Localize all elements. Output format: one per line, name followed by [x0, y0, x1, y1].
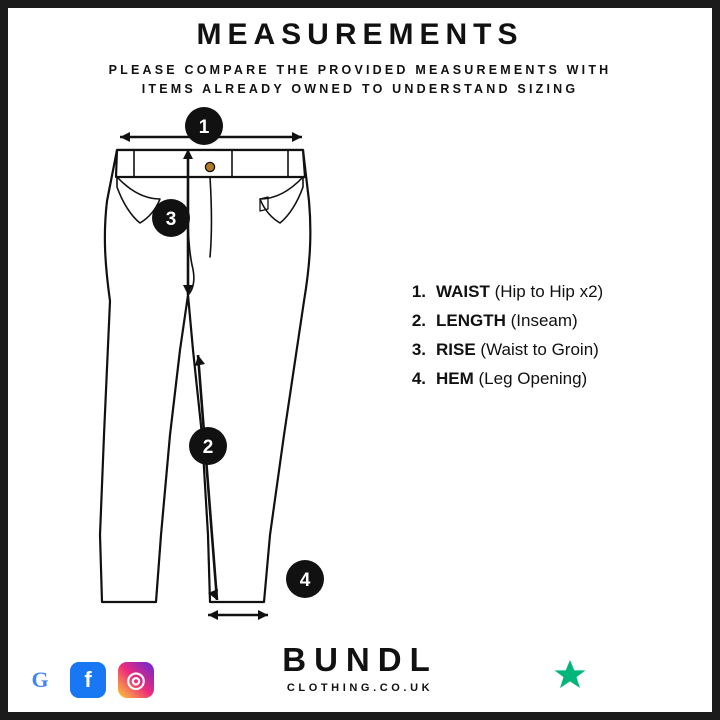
- social-links: [22, 662, 154, 698]
- frame-border-top: [0, 0, 720, 8]
- legend-number-2: 2.: [411, 311, 426, 330]
- brand-name: BUNDL: [282, 641, 438, 678]
- frame-border-bottom: [0, 712, 720, 720]
- legend-item-length: [398, 311, 698, 331]
- marker-waist: [185, 107, 223, 145]
- marker-label-1: 1: [198, 117, 210, 138]
- marker-label-3: 3: [165, 209, 177, 230]
- legend-detail-3: (Waist to Groin): [480, 340, 599, 359]
- marker-label-4: 4: [299, 570, 311, 591]
- legend-name-4: HEM: [436, 369, 474, 388]
- legend-item-hem: [398, 369, 698, 389]
- page-title: MEASUREMENTS: [196, 18, 524, 51]
- legend-name-2: LENGTH: [436, 311, 506, 330]
- marker-rise: [152, 199, 190, 237]
- instagram-icon[interactable]: ◎: [118, 662, 154, 698]
- frame-border-left: [0, 0, 8, 720]
- trustpilot-label: Trustpilot: [593, 663, 700, 691]
- legend-label-2: [436, 311, 578, 331]
- legend-label-4: [436, 369, 587, 389]
- page-subtitle: [0, 61, 720, 100]
- trustpilot-star-icon: [553, 659, 587, 696]
- marker-label-2: 2: [202, 437, 214, 458]
- brand-domain: CLOTHING.CO.UK: [286, 682, 434, 694]
- legend-item-rise: [398, 340, 698, 360]
- header: [0, 18, 720, 99]
- subtitle-line-1: PLEASE COMPARE THE PROVIDED MEASUREMENTS WITH: [108, 62, 612, 77]
- marker-length: [189, 427, 227, 465]
- legend-name-3: RISE: [436, 340, 476, 359]
- frame-border-right: [712, 0, 720, 720]
- legend-label-1: [436, 282, 603, 302]
- legend-number-3: 3.: [411, 340, 426, 359]
- legend-detail-2: (Inseam): [510, 311, 578, 330]
- subtitle-line-2: ITEMS ALREADY OWNED TO UNDERSTAND SIZING: [141, 81, 579, 96]
- legend-label-3: [436, 340, 599, 360]
- facebook-icon[interactable]: f: [70, 662, 106, 698]
- legend-name-1: WAIST: [436, 282, 490, 301]
- legend-detail-4: (Leg Opening): [478, 369, 588, 388]
- jeans-illustration: [100, 150, 310, 602]
- trustpilot-badge[interactable]: [553, 659, 700, 696]
- legend-number-4: 4.: [411, 369, 426, 388]
- legend-number-1: 1.: [411, 282, 426, 301]
- legend-list: [398, 282, 698, 398]
- jeans-diagram: [60, 105, 420, 625]
- legend-detail-1: (Hip to Hip x2): [494, 282, 604, 301]
- marker-hem: [286, 560, 324, 598]
- legend-item-waist: [398, 282, 698, 302]
- google-icon[interactable]: G: [22, 662, 58, 698]
